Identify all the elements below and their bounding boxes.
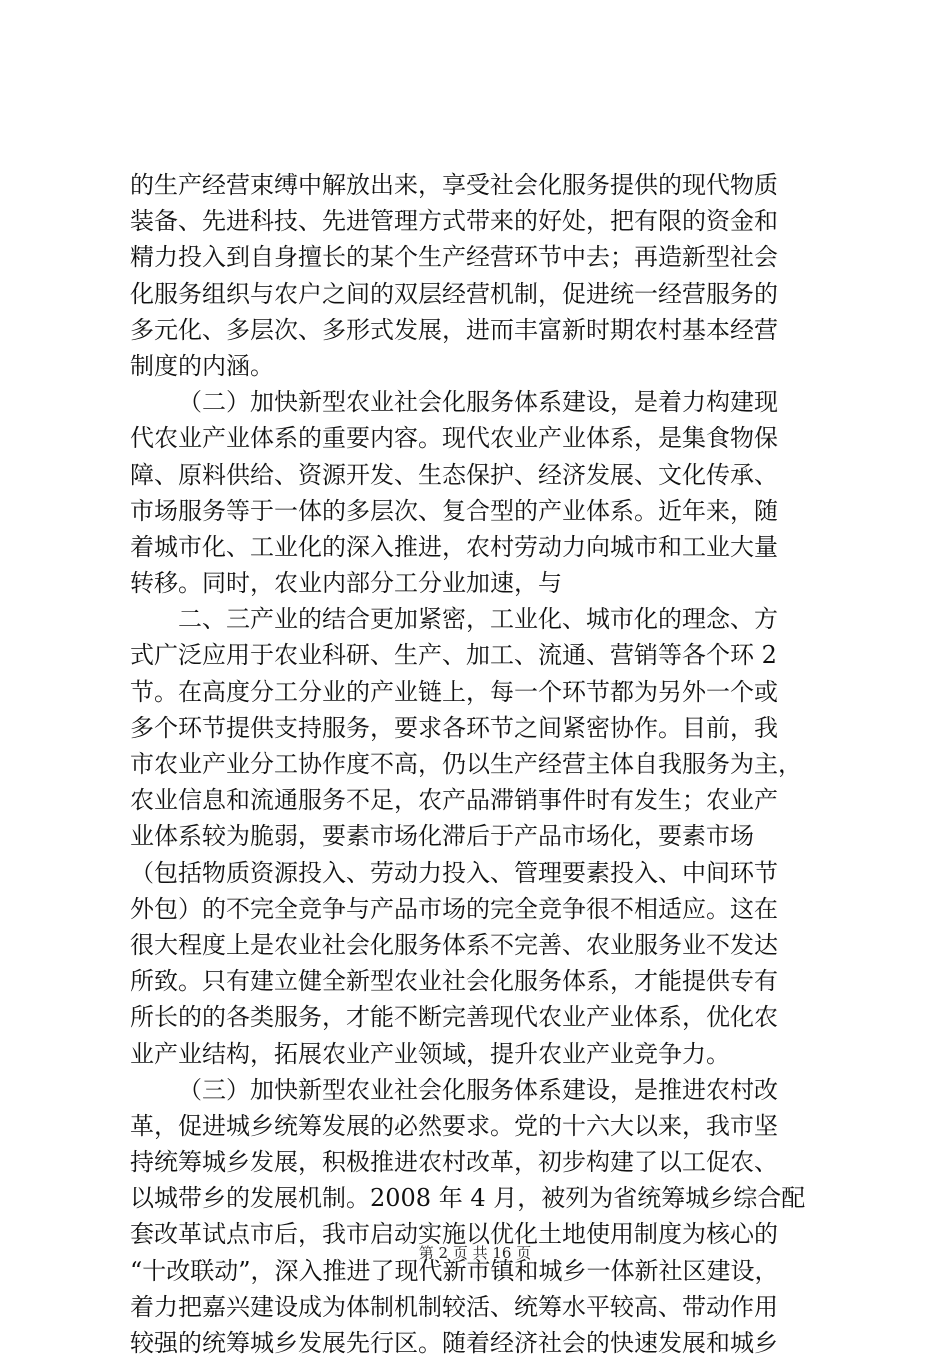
text-line: 持统筹城乡发展，积极推进农村改革，初步构建了以工促农、	[130, 1148, 778, 1177]
text-line: 所长的的各类服务，才能不断完善现代农业产业体系，优化农	[130, 1003, 778, 1032]
text-line: 着力把嘉兴建设成为体制机制较活、统筹水平较高、带动作用	[130, 1292, 778, 1321]
text-line: 很大程度上是农业社会化服务体系不完善、农业服务业不发达	[130, 930, 778, 959]
paragraph-start-line: （二）加快新型农业社会化服务体系建设，是着力构建现	[178, 388, 778, 417]
paragraph-start-line: （三）加快新型农业社会化服务体系建设，是推进农村改	[178, 1075, 778, 1104]
text-line: 业产业结构，拓展农业产业领域，提升农业产业竞争力。	[130, 1039, 730, 1068]
text-line: 式广泛应用于农业科研、生产、加工、流通、营销等各个环 2	[130, 641, 777, 670]
text-line: 转移。同时，农业内部分工分业加速，与	[130, 569, 562, 598]
text-line: 化服务组织与农户之间的双层经营机制，促进统一经营服务的	[130, 279, 778, 308]
text-line: 所致。只有建立健全新型农业社会化服务体系，才能提供专有	[130, 967, 778, 996]
text-line: “十改联动”，深入推进了现代新市镇和城乡一体新社区建设，	[130, 1256, 779, 1285]
text-line: 代农业产业体系的重要内容。现代农业产业体系，是集食物保	[130, 424, 778, 453]
text-line: 外包）的不完全竞争与产品市场的完全竞争很不相适应。这在	[130, 894, 778, 923]
text-line: 的生产经营束缚中解放出来，享受社会化服务提供的现代物质	[130, 171, 778, 199]
text-line: 制度的内涵。	[130, 351, 274, 380]
text-line: 农业信息和流通服务不足，农产品滞销事件时有发生；农业产	[130, 786, 778, 815]
text-line: 革，促进城乡统筹发展的必然要求。党的十六大以来，我市坚	[130, 1111, 778, 1140]
text-line: 以城带乡的发展机制。2008 年 4 月，被列为省统筹城乡综合配	[130, 1184, 806, 1213]
text-line: 业体系较为脆弱，要素市场化滞后于产品市场化，要素市场	[130, 822, 754, 851]
page-number-footer: 第 2 页 共 16 页	[418, 1244, 532, 1262]
text-line: 较强的统筹城乡发展先行区。随着经济社会的快速发展和城乡	[130, 1329, 778, 1357]
text-line: 多元化、多层次、多形式发展，进而丰富新时期农村基本经营	[130, 315, 778, 344]
body-text	[130, 167, 835, 1361]
text-line: 市农业产业分工协作度不高，仍以生产经营主体自我服务为主，	[130, 750, 802, 778]
text-line: 障、原料供给、资源开发、生态保护、经济发展、文化传承、	[130, 460, 778, 489]
text-line: 节。在高度分工分业的产业链上，每一个环节都为另外一个或	[130, 677, 778, 706]
text-line: 着城市化、工业化的深入推进，农村劳动力向城市和工业大量	[130, 532, 778, 561]
text-line: 市场服务等于一体的多层次、复合型的产业体系。近年来，随	[130, 496, 778, 525]
paragraph-start-line: 二、三产业的结合更加紧密，工业化、城市化的理念、方	[178, 605, 778, 634]
text-line: 装备、先进科技、先进管理方式带来的好处，把有限的资金和	[130, 207, 778, 236]
text-line: 多个环节提供支持服务，要求各环节之间紧密协作。目前，我	[130, 713, 778, 742]
text-line: （包括物质资源投入、劳动力投入、管理要素投入、中间环节	[130, 858, 778, 887]
text-line: 精力投入到自身擅长的某个生产经营环节中去；再造新型社会	[130, 243, 778, 272]
text-line: 套改革试点市后，我市启动实施以优化土地使用制度为核心的	[130, 1220, 778, 1249]
